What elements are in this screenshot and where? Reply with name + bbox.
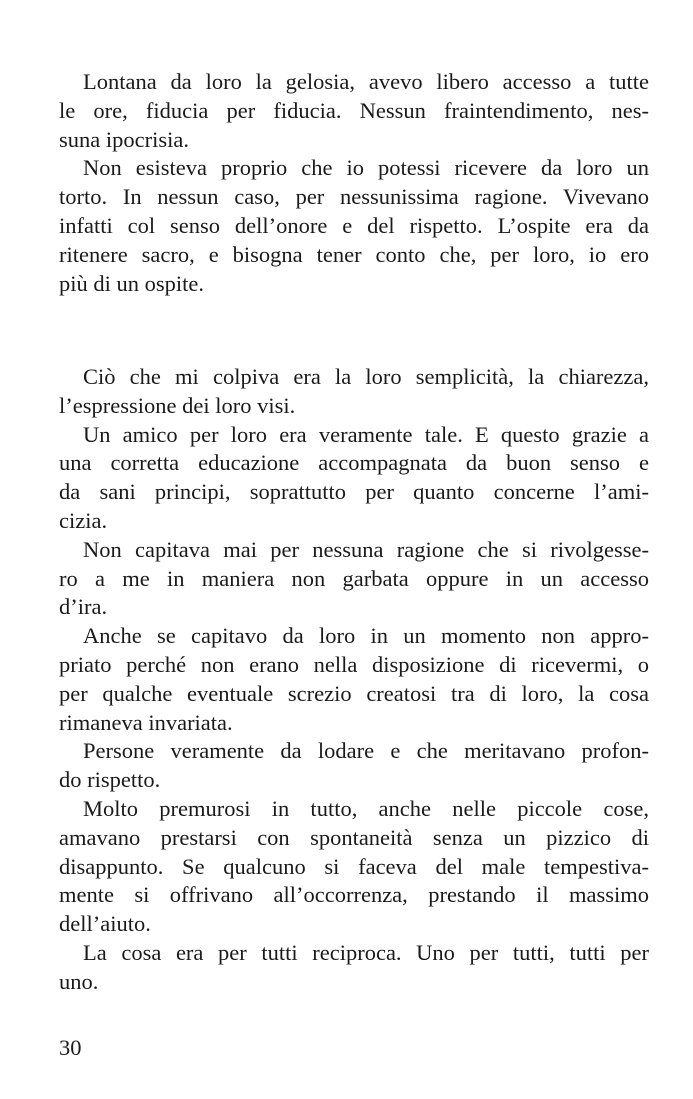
- paragraph: [59, 154, 649, 298]
- text-line: più di un ospite.: [59, 270, 204, 296]
- paragraph: [59, 795, 649, 939]
- paragraph: [59, 622, 649, 737]
- text-line: d’ira.: [59, 594, 108, 620]
- text-line: La cosa era per tutti reciproca. Uno per tutti, tutti per: [83, 939, 649, 965]
- text-line: priato perché non erano nella disposizione di ricevermi, o: [59, 651, 649, 677]
- text-line: Molto premurosi in tutto, anche nelle piccole cose,: [83, 795, 649, 821]
- text-line: uno.: [59, 968, 99, 994]
- text-line: le ore, fiducia per fiducia. Nessun fraintendimento, nes-: [59, 97, 649, 123]
- text-line: infatti col senso dell’onore e del rispetto. L’ospite era da: [59, 212, 649, 238]
- text-line: Anche se capitavo da loro in un momento non appro-: [83, 623, 649, 649]
- text-line: mente si offrivano all’occorrenza, prestando il massimo: [59, 882, 649, 908]
- text-line: rimaneva invariata.: [59, 709, 233, 735]
- paragraph: [59, 68, 649, 154]
- text-line: una corretta educazione accompagnata da buon senso e: [59, 450, 649, 476]
- text-line: da sani principi, soprattutto per quanto concerne l’ami-: [59, 479, 649, 505]
- text-line: dell’aiuto.: [59, 911, 151, 937]
- text-line: per qualche eventuale screzio creatosi tra di loro, la cosa: [59, 680, 649, 706]
- page-number: 30: [59, 1035, 82, 1060]
- text-line: Non capitava mai per nessuna ragione che si rivolgesse-: [83, 536, 649, 562]
- paragraph: [59, 421, 649, 536]
- text-line: do rispetto.: [59, 767, 161, 793]
- paragraph: [59, 939, 649, 997]
- text-line: Non esisteva proprio che io potessi ricevere da loro un: [83, 155, 649, 181]
- paragraph: [59, 363, 649, 421]
- text-line: amavano prestarsi con spontaneità senza un pizzico di: [59, 824, 649, 850]
- text-line: ritenere sacro, e bisogna tener conto che, per loro, io ero: [59, 241, 649, 267]
- text-line: suna ipocrisia.: [59, 126, 189, 152]
- text-line: Ciò che mi colpiva era la loro semplicità, la chiarezza,: [83, 364, 649, 389]
- text-line: cizia.: [59, 507, 108, 533]
- text-line: Lontana da loro la gelosia, avevo libero accesso a tutte: [83, 69, 649, 94]
- text-section-top: [59, 68, 649, 298]
- text-line: torto. In nessun caso, per nessunissima ragione. Vivevano: [59, 184, 649, 210]
- text-line: disappunto. Se qualcuno si faceva del male tempestiva-: [59, 853, 649, 879]
- text-line: l’espressione dei loro visi.: [59, 392, 296, 418]
- text-line: Un amico per loro era veramente tale. E questo grazie a: [83, 421, 649, 447]
- text-section-bottom: [59, 363, 649, 997]
- text-line: ro a me in maniera non garbata oppure in un accesso: [59, 565, 649, 591]
- text-line: Persone veramente da lodare e che meritavano profon-: [83, 738, 649, 764]
- paragraph: [59, 737, 649, 795]
- paragraph: [59, 536, 649, 622]
